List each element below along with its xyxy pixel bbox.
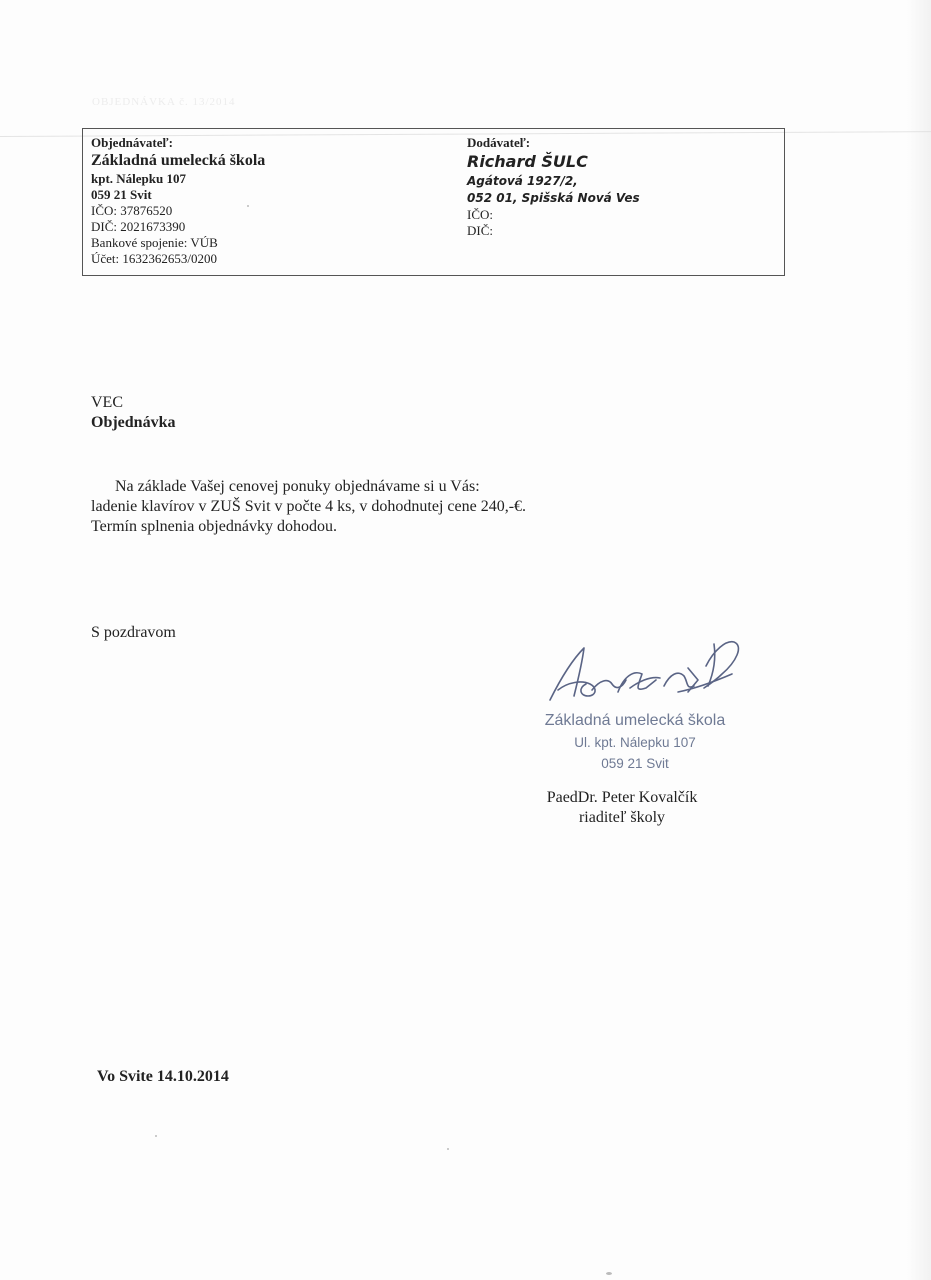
- orderer-heading: Objednávateľ:: [91, 135, 173, 150]
- orderer-account: Účet: 1632362653/0200: [91, 251, 218, 266]
- supplier-heading: Dodávateľ:: [467, 135, 531, 150]
- order-body: [91, 477, 526, 537]
- orderer-name: Základná umelecká škola: [91, 152, 266, 169]
- supplier-block: [467, 135, 640, 239]
- parties-box: [82, 128, 785, 276]
- scan-speck: [606, 1272, 612, 1275]
- orderer-block: [91, 135, 265, 267]
- scan-speck: [247, 205, 249, 207]
- scan-speck: [447, 1148, 449, 1150]
- supplier-street: Agátová 1927/2,: [467, 174, 578, 188]
- subject-value: Objednávka: [91, 414, 176, 431]
- supplier-ico: IČO:: [467, 207, 493, 222]
- orderer-ico: IČO: 37876520: [91, 203, 173, 218]
- stamp-line-2: Ul. kpt. Nálepku 107: [574, 735, 696, 750]
- stamp-line-1: Základná umelecká škola: [544, 712, 726, 729]
- school-stamp: [540, 710, 730, 774]
- body-line-1: Na základe Vašej cenovej ponuky objednávame si u Vás:: [115, 478, 480, 495]
- supplier-dic: DIČ:: [467, 223, 493, 238]
- place-date: Vo Svite 14.10.2014: [97, 1068, 229, 1085]
- supplier-name: Richard ŠULC: [467, 152, 588, 171]
- supplier-city: 052 01, Spišská Nová Ves: [467, 191, 640, 205]
- greeting: S pozdravom: [91, 624, 176, 641]
- signer-name: PaedDr. Peter Kovalčík: [546, 789, 698, 806]
- orderer-dic: DIČ: 2021673390: [91, 219, 186, 234]
- orderer-bank: Bankové spojenie: VÚB: [91, 235, 218, 250]
- signer-title: riaditeľ školy: [578, 809, 666, 826]
- signer-block: [537, 788, 707, 828]
- subject-label: VEC: [91, 394, 123, 411]
- scan-speck: [155, 1135, 157, 1137]
- body-line-3: Termín splnenia objednávky dohodou.: [91, 518, 337, 535]
- scan-edge-shadow: [907, 0, 931, 1280]
- faint-bleed-through-text: OBJEDNÁVKA č. 13/2014: [92, 96, 236, 108]
- handwritten-signature: [538, 630, 753, 710]
- stamp-line-3: 059 21 Svit: [601, 756, 669, 771]
- body-line-2: ladenie klavírov v ZUŠ Svit v počte 4 ks, v dohodnutej cene 240,-€.: [91, 498, 527, 515]
- orderer-street: kpt. Nálepku 107: [91, 171, 186, 186]
- orderer-city: 059 21 Svit: [91, 187, 152, 202]
